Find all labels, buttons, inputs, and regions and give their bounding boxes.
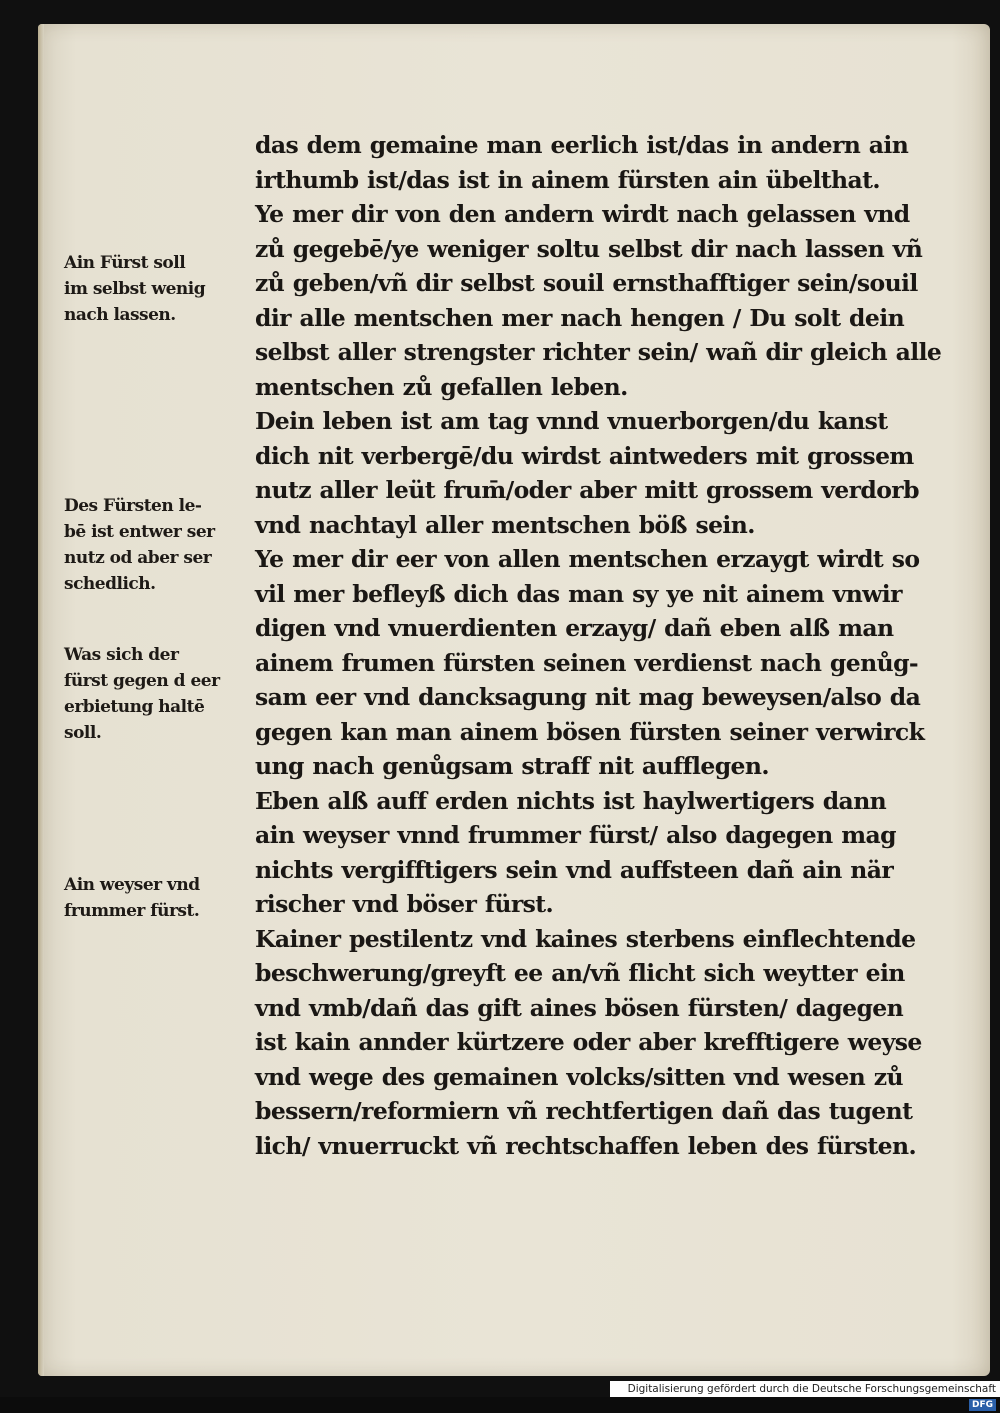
text-line: Kainer pestilentz vnd kaines sterbens einflechtende (255, 924, 916, 953)
text-line: nutz aller leüt frum̄/oder aber mitt grossem verdorb (255, 476, 919, 504)
main-text-block (255, 128, 942, 1163)
text-line: rischer vnd böser fürst. (255, 890, 554, 918)
margin-note-line: fürst gegen d eer (64, 671, 220, 691)
text-line: Ye mer dir von den andern wirdt nach gelassen vnd (255, 200, 910, 228)
text-line: Ye mer dir eer von allen mentschen erzaygt wirdt so (255, 545, 920, 573)
margin-note (64, 872, 254, 924)
margin-note-line: nutz od aber ser (64, 548, 212, 568)
text-line: irthumb ist/das ist in ainem fürsten ain übelthat. (255, 165, 881, 194)
text-line: zů geben/vñ dir selbst souil ernsthafftiger sein/souil (255, 269, 918, 297)
text-line: ainem frumen fürsten seinen verdienst nach genůg- (255, 648, 919, 677)
text-line: ung nach genůgsam straff nit aufflegen. (255, 752, 769, 780)
text-line: mentschen zů gefallen leben. (255, 372, 628, 401)
margin-note (64, 642, 254, 746)
text-line: dir alle mentschen mer nach hengen / Du solt dein (255, 303, 905, 332)
margin-note-line: soll. (64, 723, 102, 743)
text-line: digen vnd vnuerdienten erzayg/ dañ eben alß man (255, 614, 894, 642)
text-line: vnd wege des gemainen volcks/sitten vnd wesen zů (255, 1062, 903, 1091)
text-line: Eben alß auff erden nichts ist haylwertigers dann (255, 786, 887, 815)
text-line: selbst aller strengster richter sein/ wañ dir gleich alle (255, 338, 942, 366)
text-line: vil mer befleyß dich das man sy ye nit ainem vnwir (255, 579, 902, 608)
margin-note-line: Was sich der (64, 645, 179, 665)
margin-note-line: nach lassen. (64, 305, 176, 325)
text-line: das dem gemaine man eerlich ist/das in andern ain (255, 131, 909, 159)
text-line: ist kain annder kürtzere oder aber krefftigere weyse (255, 1028, 922, 1056)
text-line: sam eer vnd dancksagung nit mag beweysen/also da (255, 683, 921, 711)
margin-note-line: schedlich. (64, 574, 156, 594)
text-line: gegen kan man ainem bösen fürsten seiner verwirck (255, 717, 925, 746)
page-binding-edge (38, 24, 44, 1376)
margin-note-line: bē ist entwer ser (64, 522, 215, 542)
text-line: vnd vmb/dañ das gift aines bösen fürsten/ dagegen (255, 993, 904, 1022)
margin-note (64, 493, 254, 597)
text-line: beschwerung/greyft ee an/vñ flicht sich weytter ein (255, 959, 905, 987)
text-line: nichts vergifftigers sein vnd auffsteen dañ ain när (255, 855, 894, 884)
text-line: lich/ vnuerruckt vñ rechtschaffen leben des fürsten. (255, 1131, 917, 1160)
text-line: Dein leben ist am tag vnnd vnuerborgen/du kanst (255, 407, 888, 435)
margin-note-line: Ain weyser vnd (64, 875, 200, 895)
digitization-footer (610, 1381, 1000, 1410)
margin-note-line: erbietung haltē (64, 697, 205, 717)
footer-credit-text: Digitalisierung gefördert durch die Deutsche Forschungsgemeinschaft (627, 1383, 996, 1395)
text-line: zů gegebē/ye weniger soltu selbst dir nach lassen vñ (255, 234, 923, 263)
margin-note (64, 250, 254, 328)
text-line: vnd nachtayl aller mentschen böß sein. (255, 510, 755, 539)
margin-note-line: im selbst wenig (64, 279, 206, 299)
text-line: bessern/reformiern vñ rechtfertigen dañ das tugent (255, 1097, 913, 1125)
margin-note-line: Ain Fürst soll (64, 253, 186, 273)
text-line: dich nit verbergē/du wirdst aintweders mit grossem (255, 441, 914, 470)
margin-note-line: Des Fürsten le- (64, 496, 202, 516)
dfg-logo-icon: DFG (969, 1399, 996, 1411)
text-line: ain weyser vnnd frummer fürst/ also dagegen mag (255, 821, 896, 849)
margin-note-line: frummer fürst. (64, 901, 200, 921)
